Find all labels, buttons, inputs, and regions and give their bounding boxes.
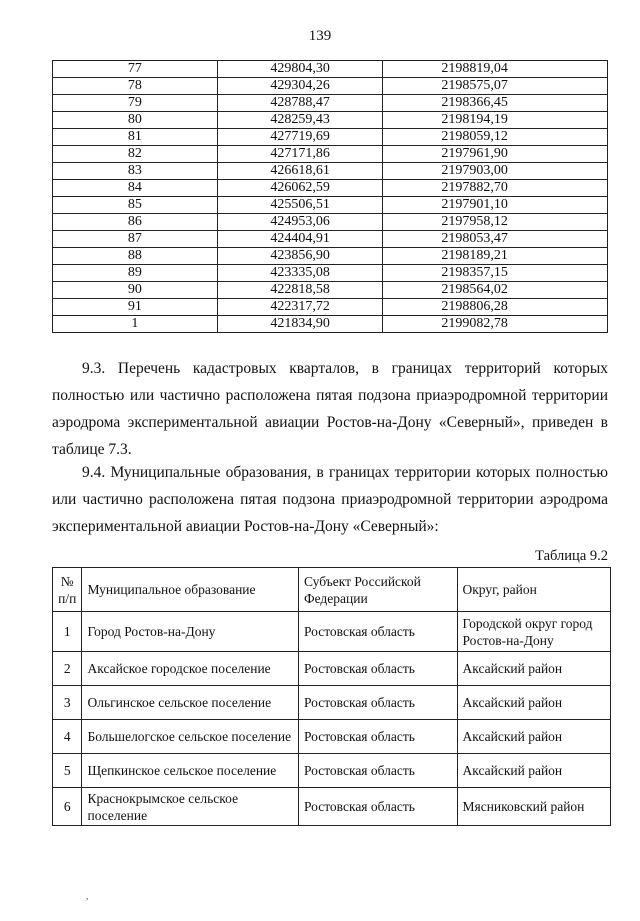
table-row bbox=[53, 95, 608, 112]
point-number-cell: 87 bbox=[53, 231, 218, 248]
municipality-cell: Щепкинское сельское поселение bbox=[82, 754, 298, 788]
table-row bbox=[53, 720, 611, 754]
row-number-cell: 1 bbox=[53, 612, 82, 652]
table-row bbox=[53, 180, 608, 197]
row-number-cell: 2 bbox=[53, 652, 82, 686]
point-number-cell: 80 bbox=[53, 112, 218, 129]
x-coordinate-cell: 423856,90 bbox=[217, 248, 383, 265]
y-coordinate-cell: 2198366,45 bbox=[383, 95, 608, 112]
table-row bbox=[53, 214, 608, 231]
district-cell: Аксайский район bbox=[457, 686, 611, 720]
y-coordinate-cell: 2197901,10 bbox=[383, 197, 608, 214]
paragraph-9-3-text: 9.3. Перечень кадастровых кварталов, в границах территорий которых полностью или частично расположена пятая подзона приаэродромной территории аэродрома экспериментальной авиации Ростов-на-Дону «Северный», приведен в таблице 7.3. bbox=[52, 360, 608, 458]
subject-cell: Ростовская область bbox=[298, 686, 457, 720]
header-district: Округ, район bbox=[457, 568, 611, 612]
y-coordinate-cell: 2198564,02 bbox=[383, 282, 608, 299]
paragraph-9-3 bbox=[52, 355, 608, 463]
table-row bbox=[53, 248, 608, 265]
x-coordinate-cell: 425506,51 bbox=[217, 197, 383, 214]
table-caption: Таблица 9.2 bbox=[535, 548, 608, 564]
subject-cell: Ростовская область bbox=[298, 754, 457, 788]
municipalities-table bbox=[52, 567, 611, 826]
y-coordinate-cell: 2197903,00 bbox=[383, 163, 608, 180]
table-row bbox=[53, 197, 608, 214]
table-header-row bbox=[53, 568, 611, 612]
district-cell: Городской округ город Ростов-на-Дону bbox=[457, 612, 611, 652]
table-row bbox=[53, 265, 608, 282]
table-row bbox=[53, 686, 611, 720]
y-coordinate-cell: 2198575,07 bbox=[383, 78, 608, 95]
municipality-cell: Город Ростов-на-Дону bbox=[82, 612, 298, 652]
district-cell: Аксайский район bbox=[457, 652, 611, 686]
point-number-cell: 1 bbox=[53, 316, 218, 333]
x-coordinate-cell: 421834,90 bbox=[217, 316, 383, 333]
table-row bbox=[53, 112, 608, 129]
table-row bbox=[53, 61, 608, 78]
point-number-cell: 86 bbox=[53, 214, 218, 231]
x-coordinate-cell: 427719,69 bbox=[217, 129, 383, 146]
point-number-cell: 83 bbox=[53, 163, 218, 180]
point-number-cell: 91 bbox=[53, 299, 218, 316]
table-row bbox=[53, 316, 608, 333]
x-coordinate-cell: 426618,61 bbox=[217, 163, 383, 180]
municipality-cell: Краснокрымское сельское поселение bbox=[82, 788, 298, 826]
y-coordinate-cell: 2198189,21 bbox=[383, 248, 608, 265]
x-coordinate-cell: 422317,72 bbox=[217, 299, 383, 316]
x-coordinate-cell: 422818,58 bbox=[217, 282, 383, 299]
table-row bbox=[53, 146, 608, 163]
row-number-cell: 3 bbox=[53, 686, 82, 720]
x-coordinate-cell: 428788,47 bbox=[217, 95, 383, 112]
point-number-cell: 88 bbox=[53, 248, 218, 265]
x-coordinate-cell: 428259,43 bbox=[217, 112, 383, 129]
x-coordinate-cell: 429804,30 bbox=[217, 61, 383, 78]
point-number-cell: 89 bbox=[53, 265, 218, 282]
subject-cell: Ростовская область bbox=[298, 612, 457, 652]
point-number-cell: 90 bbox=[53, 282, 218, 299]
table-row bbox=[53, 282, 608, 299]
x-coordinate-cell: 426062,59 bbox=[217, 180, 383, 197]
municipality-cell: Ольгинское сельское поселение bbox=[82, 686, 298, 720]
y-coordinate-cell: 2198053,47 bbox=[383, 231, 608, 248]
district-cell: Аксайский район bbox=[457, 754, 611, 788]
municipality-cell: Большелогское сельское поселение bbox=[82, 720, 298, 754]
table-row bbox=[53, 163, 608, 180]
point-number-cell: 81 bbox=[53, 129, 218, 146]
x-coordinate-cell: 424404,91 bbox=[217, 231, 383, 248]
table-row bbox=[53, 231, 608, 248]
coordinates-table bbox=[52, 60, 608, 333]
point-number-cell: 82 bbox=[53, 146, 218, 163]
row-number-cell: 5 bbox=[53, 754, 82, 788]
point-number-cell: 77 bbox=[53, 61, 218, 78]
table-row bbox=[53, 78, 608, 95]
header-number: № п/п bbox=[53, 568, 82, 612]
table-row bbox=[53, 754, 611, 788]
y-coordinate-cell: 2198194,19 bbox=[383, 112, 608, 129]
stray-mark: , bbox=[86, 891, 89, 902]
table-row bbox=[53, 652, 611, 686]
table-row bbox=[53, 788, 611, 826]
table-row bbox=[53, 299, 608, 316]
y-coordinate-cell: 2198059,12 bbox=[383, 129, 608, 146]
paragraph-9-4 bbox=[52, 459, 608, 540]
y-coordinate-cell: 2197961,90 bbox=[383, 146, 608, 163]
y-coordinate-cell: 2198357,15 bbox=[383, 265, 608, 282]
subject-cell: Ростовская область bbox=[298, 652, 457, 686]
district-cell: Мясниковский район bbox=[457, 788, 611, 826]
table-row bbox=[53, 129, 608, 146]
point-number-cell: 85 bbox=[53, 197, 218, 214]
x-coordinate-cell: 424953,06 bbox=[217, 214, 383, 231]
table-row bbox=[53, 612, 611, 652]
district-cell: Аксайский район bbox=[457, 720, 611, 754]
x-coordinate-cell: 429304,26 bbox=[217, 78, 383, 95]
header-municipality: Муниципальное образование bbox=[82, 568, 298, 612]
point-number-cell: 84 bbox=[53, 180, 218, 197]
row-number-cell: 4 bbox=[53, 720, 82, 754]
subject-cell: Ростовская область bbox=[298, 788, 457, 826]
point-number-cell: 79 bbox=[53, 95, 218, 112]
subject-cell: Ростовская область bbox=[298, 720, 457, 754]
paragraph-9-4-text: 9.4. Муниципальные образования, в границах территории которых полностью или частично расположена пятая подзона приаэродромной территории аэродрома экспериментальной авиации Ростов-на-Дону «Северный»: bbox=[52, 464, 608, 535]
page-number: 139 bbox=[308, 28, 332, 44]
x-coordinate-cell: 427171,86 bbox=[217, 146, 383, 163]
municipality-cell: Аксайское городское поселение bbox=[82, 652, 298, 686]
header-subject: Субъект Российской Федерации bbox=[298, 568, 457, 612]
y-coordinate-cell: 2198819,04 bbox=[383, 61, 608, 78]
row-number-cell: 6 bbox=[53, 788, 82, 826]
x-coordinate-cell: 423335,08 bbox=[217, 265, 383, 282]
y-coordinate-cell: 2197958,12 bbox=[383, 214, 608, 231]
point-number-cell: 78 bbox=[53, 78, 218, 95]
y-coordinate-cell: 2199082,78 bbox=[383, 316, 608, 333]
y-coordinate-cell: 2197882,70 bbox=[383, 180, 608, 197]
y-coordinate-cell: 2198806,28 bbox=[383, 299, 608, 316]
